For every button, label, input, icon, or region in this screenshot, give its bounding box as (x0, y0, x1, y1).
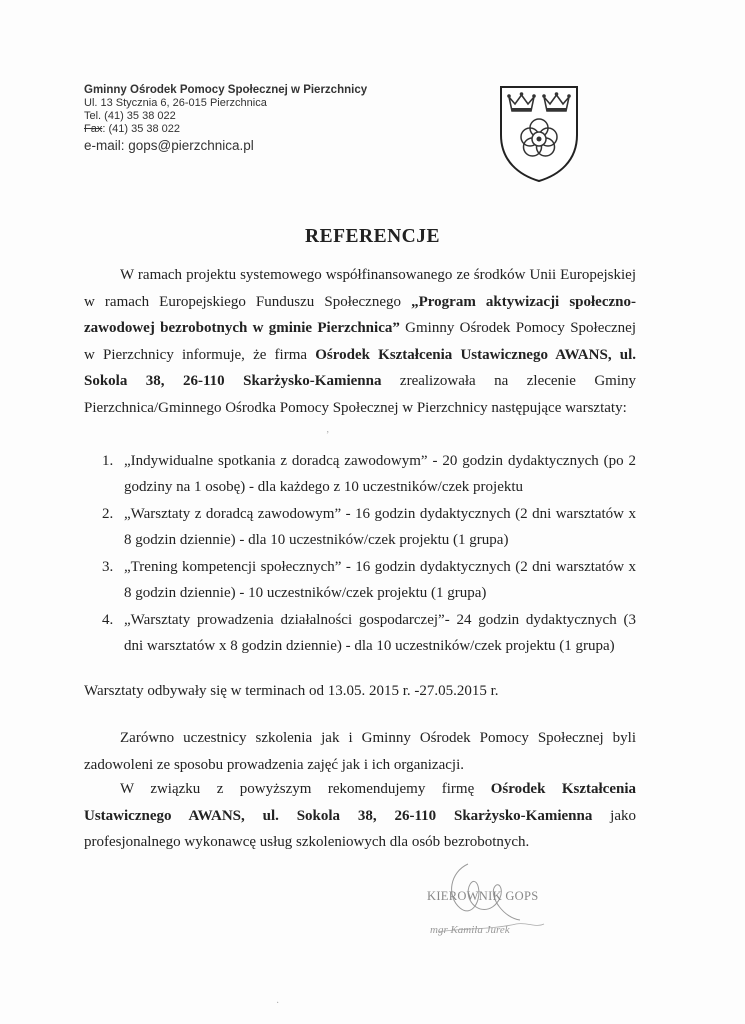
letterhead (84, 83, 367, 154)
intro-text-3: zrealizowała na zlecenie Gminy Pierzchnica/Gminnego Ośrodka Pomocy Społecznej w Pierzchnicy następujące warsztaty: (84, 373, 636, 416)
org-email: e-mail: gops@pierzchnica.pl (84, 138, 254, 153)
fax-number: : (41) 35 38 022 (102, 123, 181, 135)
recommend-text-1: W związku z powyższym rekomendujemy firmę (120, 781, 491, 797)
project-name: „Program aktywizacji społeczno-zawodowej bezrobotnych w gminie Pierzchnica” (84, 293, 636, 336)
intro-text-2: Gminny Ośrodek Pomocy Społecznej w Pierzchnicy informuje, że firma (84, 320, 636, 363)
list-item (84, 554, 636, 606)
list-text: „Warsztaty z doradcą zawodowym” - 16 godzin dydaktycznych (2 dni warsztatów x 8 godzin dziennie) - dla 10 uczestników/czek projektu (1 grupa) (124, 506, 636, 548)
recommendation-paragraph (84, 776, 636, 856)
list-number: 4. (102, 612, 114, 628)
list-item (84, 607, 636, 659)
org-fax (84, 123, 367, 136)
scan-speck: · (276, 998, 280, 1009)
scan-speck: ʼ (326, 430, 330, 441)
fax-label: Fax (84, 123, 103, 135)
signature-title: KIEROWNIK GOPS (427, 889, 539, 903)
signature-name: mgr Kamila Jurek (430, 924, 510, 936)
workshops-list (84, 448, 636, 660)
org-phone: Tel. (41) 35 38 022 (84, 110, 176, 122)
satisfaction-paragraph: Zarówno uczestnicy szkolenia jak i Gminny Ośrodek Pomocy Społecznej byli zadowoleni ze sposobu prowadzenia zajęć jak i ich organizacji. (84, 730, 636, 773)
list-text: „Warsztaty prowadzenia działalności gospodarczej”- 24 godzin dydaktycznych (3 dni warsztatów x 8 godzin dziennie) - dla 10 uczestników/czek projektu (1 grupa) (124, 612, 636, 654)
intro-paragraph (84, 262, 636, 421)
coat-of-arms-icon (499, 85, 579, 183)
recommend-company: Ośrodek Kształcenia Ustawicznego AWANS, ul. Sokola 38, 26-110 Skarżysko-Kamienna (84, 781, 636, 824)
list-text: „Trening kompetencji społecznych” - 16 godzin dydaktycznych (2 dni warsztatów x 8 godzin dziennie) - 10 uczestników/czek projektu (1 grupa) (124, 559, 636, 601)
recommend-text-2: jako profesjonalnego wykonawcę usług szkoleniowych dla osób bezrobotnych. (84, 807, 637, 850)
list-number: 1. (102, 453, 114, 469)
list-number: 2. (102, 506, 114, 522)
intro-text-1: W ramach projektu systemowego współfinansowanego ze środków Unii Europejskiej w ramach Europejskiego Funduszu Społecznego (84, 267, 636, 310)
document-title: REFERENCJE (304, 226, 441, 247)
list-item (84, 501, 636, 553)
company-name: Ośrodek Kształcenia Ustawicznego AWANS, ul. Sokola 38, 26-110 Skarżysko-Kamienna (84, 346, 637, 389)
dates-paragraph: Warsztaty odbywały się w terminach od 13.05. 2015 r. -27.05.2015 r. (84, 683, 499, 699)
org-address: Ul. 13 Stycznia 6, 26-015 Pierzchnica (84, 97, 267, 109)
list-text: „Indywidualne spotkania z doradcą zawodowym” - 20 godzin dydaktycznych (po 2 godziny na 1 osobę) - dla każdego z 10 uczestników/czek projektu (124, 453, 636, 495)
list-number: 3. (102, 559, 114, 575)
org-name: Gminny Ośrodek Pomocy Społecznej w Pierzchnicy (84, 84, 368, 96)
list-item (84, 448, 636, 500)
